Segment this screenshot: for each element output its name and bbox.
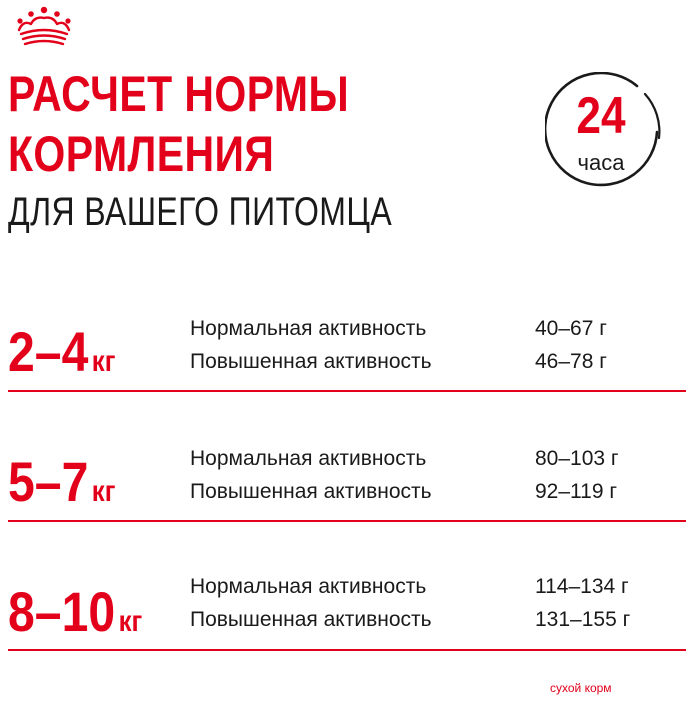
weight-range <box>8 582 142 642</box>
amount-value: 92–119 г <box>535 480 618 503</box>
page-subtitle: ДЛЯ ВАШЕГО ПИТОМЦА <box>8 190 393 234</box>
divider <box>8 390 686 392</box>
weight-value: 5–7 <box>8 450 89 513</box>
activity-label: Нормальная активность <box>190 575 427 598</box>
amount-value: 131–155 г <box>535 608 631 631</box>
table-row <box>190 346 650 378</box>
weight-section <box>0 316 694 446</box>
activity-label: Повышенная активность <box>190 608 432 631</box>
weight-range <box>8 322 115 382</box>
weight-range <box>8 452 115 512</box>
weight-unit: кг <box>91 345 116 378</box>
amount-value: 40–67 г <box>535 317 607 340</box>
amount-value: 46–78 г <box>535 350 607 373</box>
royal-crown-icon <box>13 6 75 48</box>
activity-label: Нормальная активность <box>190 317 427 340</box>
table-row <box>190 604 650 636</box>
weight-unit: кг <box>91 475 116 508</box>
activity-label: Повышенная активность <box>190 350 432 373</box>
table-row <box>190 571 650 603</box>
activity-label: Нормальная активность <box>190 447 427 470</box>
divider <box>8 520 686 522</box>
badge-unit: часа <box>577 150 625 175</box>
title-line-1: РАСЧЕТ НОРМЫ <box>8 66 350 122</box>
weight-unit: кг <box>118 605 143 638</box>
amount-value: 114–134 г <box>535 575 629 598</box>
title-line-2: КОРМЛЕНИЯ <box>8 126 275 182</box>
amount-value: 80–103 г <box>535 447 619 470</box>
weight-value: 8–10 <box>8 580 116 643</box>
divider <box>8 649 686 651</box>
weight-section <box>0 446 694 576</box>
table-row <box>190 313 650 345</box>
table-row <box>190 443 650 475</box>
daily-badge <box>545 72 669 204</box>
weight-value: 2–4 <box>8 320 89 383</box>
table-row <box>190 476 650 508</box>
activity-label: Повышенная активность <box>190 480 432 503</box>
footnote: сухой корм <box>550 681 612 695</box>
page-title <box>8 64 349 184</box>
badge-value: 24 <box>576 87 626 145</box>
